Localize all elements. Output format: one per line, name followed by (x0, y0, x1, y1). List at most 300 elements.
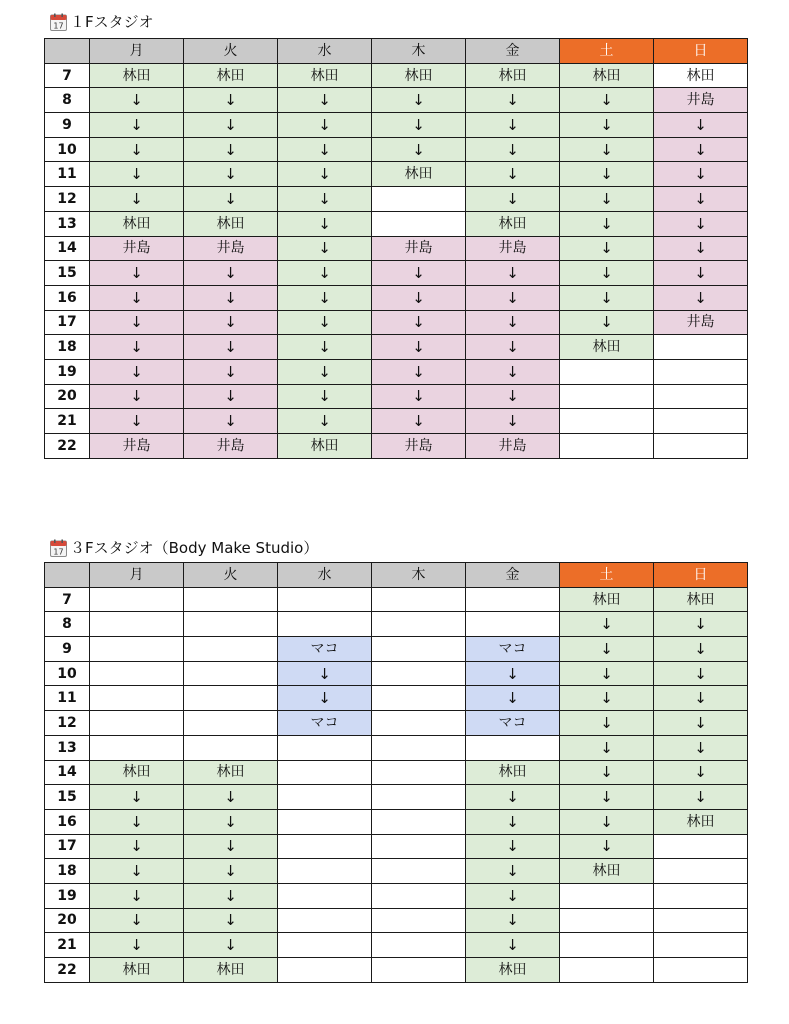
hour-label: 18 (45, 335, 90, 360)
schedule-cell: ↓ (466, 686, 560, 711)
schedule-cell (560, 958, 654, 983)
schedule-cell (278, 735, 372, 760)
schedule-cell: ↓ (560, 637, 654, 662)
schedule-cell (184, 686, 278, 711)
hour-label: 11 (45, 162, 90, 187)
schedule-cell: 林田 (560, 859, 654, 884)
schedule-cell: 林田 (90, 211, 184, 236)
schedule-cell: ↓ (184, 88, 278, 113)
table-row (45, 809, 748, 834)
schedule-cell (372, 958, 466, 983)
schedule-cell: ↓ (278, 335, 372, 360)
schedule-cell: ↓ (466, 384, 560, 409)
schedule-cell: ↓ (466, 310, 560, 335)
hour-label: 12 (45, 187, 90, 212)
calendar-icon (50, 13, 67, 31)
schedule-cell: ↓ (654, 686, 748, 711)
schedule-cell: ↓ (560, 261, 654, 286)
schedule-cell (372, 809, 466, 834)
schedule-cell (560, 409, 654, 434)
schedule-cell (560, 933, 654, 958)
schedule-cell: ↓ (278, 187, 372, 212)
hour-label: 22 (45, 434, 90, 459)
hour-label: 16 (45, 809, 90, 834)
table-row (45, 113, 748, 138)
schedule-cell (278, 834, 372, 859)
schedule-cell (654, 883, 748, 908)
schedule-cell: ↓ (466, 908, 560, 933)
schedule-cell: 林田 (654, 809, 748, 834)
schedule-cell: 林田 (466, 958, 560, 983)
hour-label: 9 (45, 637, 90, 662)
hour-label: 19 (45, 883, 90, 908)
schedule-cell (90, 612, 184, 637)
schedule-cell: 井島 (372, 434, 466, 459)
hour-label: 18 (45, 859, 90, 884)
schedule-cell: ↓ (560, 162, 654, 187)
hour-label: 15 (45, 261, 90, 286)
hour-label: 20 (45, 908, 90, 933)
schedule-cell (90, 661, 184, 686)
schedule-cell: ↓ (278, 686, 372, 711)
schedule-cell: ↓ (466, 187, 560, 212)
schedule-cell: ↓ (184, 261, 278, 286)
hour-label: 9 (45, 113, 90, 138)
schedule-cell: ↓ (560, 285, 654, 310)
schedule-cell: ↓ (372, 384, 466, 409)
studio-3f-title (50, 537, 318, 559)
schedule-cell (278, 760, 372, 785)
schedule-cell: ↓ (90, 359, 184, 384)
studio-1f-title (50, 11, 154, 33)
schedule-cell (466, 612, 560, 637)
schedule-cell: ↓ (184, 809, 278, 834)
schedule-cell: ↓ (90, 88, 184, 113)
hour-label: 10 (45, 661, 90, 686)
schedule-cell: ↓ (372, 335, 466, 360)
hour-label: 11 (45, 686, 90, 711)
schedule-cell (184, 637, 278, 662)
schedule-cell: ↓ (278, 285, 372, 310)
table-row (45, 933, 748, 958)
schedule-cell: ↓ (560, 735, 654, 760)
schedule-cell: ↓ (372, 113, 466, 138)
schedule-cell (184, 612, 278, 637)
table-row (45, 384, 748, 409)
schedule-cell (654, 908, 748, 933)
schedule-cell: ↓ (466, 88, 560, 113)
schedule-cell: ↓ (466, 285, 560, 310)
hour-label: 8 (45, 612, 90, 637)
hour-label: 17 (45, 310, 90, 335)
schedule-cell (278, 958, 372, 983)
schedule-cell: ↓ (654, 187, 748, 212)
schedule-cell: ↓ (90, 137, 184, 162)
schedule-cell: ↓ (90, 261, 184, 286)
table-row (45, 434, 748, 459)
hour-label: 17 (45, 834, 90, 859)
table-row (45, 908, 748, 933)
schedule-cell: ↓ (278, 137, 372, 162)
schedule-cell: ↓ (184, 162, 278, 187)
schedule-cell: ↓ (90, 409, 184, 434)
schedule-cell: ↓ (466, 785, 560, 810)
day-header-sun: 日 (654, 563, 748, 588)
schedule-cell: ↓ (654, 735, 748, 760)
schedule-cell: 林田 (184, 958, 278, 983)
schedule-cell: ↓ (90, 933, 184, 958)
schedule-cell: ↓ (184, 285, 278, 310)
schedule-cell: ↓ (278, 162, 372, 187)
schedule-cell: ↓ (278, 310, 372, 335)
schedule-cell (560, 908, 654, 933)
schedule-cell: ↓ (184, 933, 278, 958)
schedule-cell: 井島 (466, 434, 560, 459)
schedule-cell: ↓ (372, 359, 466, 384)
schedule-cell: ↓ (184, 883, 278, 908)
schedule-cell: ↓ (184, 137, 278, 162)
schedule-cell: 林田 (560, 63, 654, 88)
table-row (45, 785, 748, 810)
table-row (45, 137, 748, 162)
hour-label: 7 (45, 63, 90, 88)
header-row (45, 563, 748, 588)
schedule-cell: ↓ (654, 137, 748, 162)
schedule-cell: ↓ (372, 261, 466, 286)
schedule-cell (560, 384, 654, 409)
schedule-cell (466, 587, 560, 612)
day-header-thu: 木 (372, 563, 466, 588)
schedule-cell: ↓ (560, 760, 654, 785)
schedule-cell: ↓ (90, 809, 184, 834)
table-row (45, 409, 748, 434)
schedule-cell: ↓ (90, 785, 184, 810)
schedule-cell (372, 933, 466, 958)
table-row (45, 735, 748, 760)
day-header-tue: 火 (184, 563, 278, 588)
schedule-cell: ↓ (278, 211, 372, 236)
schedule-cell (372, 735, 466, 760)
table-row (45, 211, 748, 236)
schedule-cell (90, 587, 184, 612)
hour-label: 21 (45, 933, 90, 958)
schedule-cell: ↓ (90, 384, 184, 409)
schedule-cell: ↓ (560, 310, 654, 335)
hour-label: 14 (45, 236, 90, 261)
schedule-cell (184, 661, 278, 686)
schedule-cell (184, 735, 278, 760)
hour-label: 12 (45, 711, 90, 736)
table-row (45, 637, 748, 662)
schedule-cell (90, 711, 184, 736)
day-header-sun: 日 (654, 39, 748, 64)
schedule-cell: ↓ (278, 661, 372, 686)
schedule-cell (278, 883, 372, 908)
schedule-cell: ↓ (560, 236, 654, 261)
schedule-cell: ↓ (184, 359, 278, 384)
schedule-cell: 林田 (184, 211, 278, 236)
calendar-icon (50, 539, 67, 557)
day-header-mon: 月 (90, 39, 184, 64)
schedule-cell (372, 883, 466, 908)
schedule-cell (372, 612, 466, 637)
schedule-cell: マコ (466, 637, 560, 662)
studio-1f-title-text: １Fスタジオ (70, 13, 154, 31)
table-row (45, 187, 748, 212)
schedule-cell: ↓ (560, 187, 654, 212)
schedule-cell (372, 187, 466, 212)
schedule-cell: ↓ (654, 785, 748, 810)
schedule-cell: ↓ (466, 834, 560, 859)
schedule-cell (278, 859, 372, 884)
schedule-cell: ↓ (90, 908, 184, 933)
schedule-cell: ↓ (184, 859, 278, 884)
schedule-cell: ↓ (466, 809, 560, 834)
hour-label: 22 (45, 958, 90, 983)
schedule-cell (90, 637, 184, 662)
schedule-cell: 林田 (278, 63, 372, 88)
schedule-cell: ↓ (278, 359, 372, 384)
schedule-cell: 林田 (654, 63, 748, 88)
schedule-cell: ↓ (466, 883, 560, 908)
schedule-cell (654, 834, 748, 859)
schedule-cell: マコ (466, 711, 560, 736)
schedule-cell (372, 908, 466, 933)
table-row (45, 883, 748, 908)
schedule-cell (466, 735, 560, 760)
schedule-cell: ↓ (90, 162, 184, 187)
schedule-cell: ↓ (90, 187, 184, 212)
schedule-cell: ↓ (372, 285, 466, 310)
svg-text:17: 17 (53, 21, 64, 31)
schedule-cell: ↓ (90, 859, 184, 884)
schedule-cell: 井島 (184, 434, 278, 459)
day-header-wed: 水 (278, 39, 372, 64)
schedule-cell: ↓ (654, 236, 748, 261)
schedule-cell: ↓ (466, 933, 560, 958)
schedule-cell: ↓ (654, 285, 748, 310)
schedule-cell (654, 335, 748, 360)
schedule-cell: マコ (278, 711, 372, 736)
svg-text:17: 17 (53, 547, 64, 557)
table-row (45, 686, 748, 711)
schedule-cell (278, 785, 372, 810)
schedule-cell: ↓ (466, 162, 560, 187)
schedule-cell: ↓ (372, 137, 466, 162)
table-row (45, 335, 748, 360)
table-row (45, 958, 748, 983)
schedule-cell: 井島 (372, 236, 466, 261)
table-row (45, 612, 748, 637)
day-header-wed: 水 (278, 563, 372, 588)
schedule-cell (654, 859, 748, 884)
table-row (45, 162, 748, 187)
table-row (45, 285, 748, 310)
table-row (45, 63, 748, 88)
schedule-cell: 林田 (560, 335, 654, 360)
day-header-thu: 木 (372, 39, 466, 64)
schedule-cell: 林田 (372, 162, 466, 187)
schedule-cell: ↓ (90, 285, 184, 310)
table-row (45, 310, 748, 335)
schedule-cell: 井島 (90, 434, 184, 459)
schedule-cell: ↓ (278, 113, 372, 138)
schedule-cell: ↓ (278, 261, 372, 286)
hour-label: 10 (45, 137, 90, 162)
schedule-cell: ↓ (184, 310, 278, 335)
schedule-cell (372, 587, 466, 612)
studio-1f-schedule-table (44, 38, 748, 459)
schedule-cell: ↓ (90, 310, 184, 335)
schedule-cell (372, 760, 466, 785)
schedule-cell: ↓ (560, 785, 654, 810)
schedule-cell: 林田 (90, 958, 184, 983)
schedule-cell: 林田 (466, 63, 560, 88)
schedule-cell: マコ (278, 637, 372, 662)
header-row (45, 39, 748, 64)
schedule-cell: ↓ (654, 711, 748, 736)
table-row (45, 261, 748, 286)
schedule-cell: ↓ (90, 883, 184, 908)
schedule-cell: 井島 (90, 236, 184, 261)
schedule-cell: ↓ (184, 384, 278, 409)
table-row (45, 236, 748, 261)
schedule-cell: 林田 (654, 587, 748, 612)
schedule-cell: 林田 (278, 434, 372, 459)
schedule-cell (654, 384, 748, 409)
schedule-cell: ↓ (90, 113, 184, 138)
schedule-cell (278, 587, 372, 612)
schedule-cell: ↓ (654, 661, 748, 686)
hour-label: 7 (45, 587, 90, 612)
schedule-cell: 林田 (184, 63, 278, 88)
hour-label: 20 (45, 384, 90, 409)
schedule-cell (372, 834, 466, 859)
table-row (45, 834, 748, 859)
hour-label: 16 (45, 285, 90, 310)
schedule-cell: ↓ (278, 384, 372, 409)
schedule-cell: ↓ (560, 113, 654, 138)
schedule-cell (654, 958, 748, 983)
schedule-cell: 林田 (90, 63, 184, 88)
schedule-cell (372, 711, 466, 736)
schedule-cell: ↓ (372, 88, 466, 113)
hour-label: 13 (45, 211, 90, 236)
schedule-cell: ↓ (654, 211, 748, 236)
hour-label: 13 (45, 735, 90, 760)
schedule-cell: ↓ (466, 859, 560, 884)
schedule-cell (654, 409, 748, 434)
studio-3f-schedule-table (44, 562, 748, 983)
schedule-cell (372, 686, 466, 711)
table-row (45, 711, 748, 736)
day-header-sat: 土 (560, 563, 654, 588)
schedule-cell: ↓ (560, 686, 654, 711)
schedule-cell (184, 587, 278, 612)
schedule-cell (372, 785, 466, 810)
studio-3f-title-text: ３Fスタジオ（Body Make Studio） (70, 539, 319, 557)
schedule-cell (372, 637, 466, 662)
day-header-mon: 月 (90, 563, 184, 588)
schedule-cell (184, 711, 278, 736)
header-corner (45, 563, 90, 588)
day-header-fri: 金 (466, 563, 560, 588)
schedule-cell: 林田 (560, 587, 654, 612)
schedule-cell: ↓ (654, 760, 748, 785)
hour-label: 15 (45, 785, 90, 810)
schedule-cell: ↓ (90, 834, 184, 859)
schedule-cell (560, 883, 654, 908)
schedule-cell: 林田 (466, 760, 560, 785)
schedule-cell: ↓ (466, 661, 560, 686)
schedule-cell: ↓ (654, 113, 748, 138)
schedule-cell: ↓ (278, 88, 372, 113)
schedule-cell (654, 434, 748, 459)
schedule-cell: ↓ (184, 834, 278, 859)
table-row (45, 359, 748, 384)
schedule-cell: 井島 (654, 88, 748, 113)
schedule-cell: ↓ (560, 711, 654, 736)
schedule-cell (654, 359, 748, 384)
schedule-cell (372, 661, 466, 686)
schedule-cell: ↓ (560, 137, 654, 162)
schedule-cell: ↓ (560, 834, 654, 859)
schedule-cell: 林田 (372, 63, 466, 88)
schedule-cell: ↓ (654, 612, 748, 637)
schedule-cell: ↓ (560, 661, 654, 686)
schedule-cell: 井島 (466, 236, 560, 261)
schedule-cell (654, 933, 748, 958)
schedule-cell: ↓ (654, 261, 748, 286)
schedule-cell: ↓ (466, 137, 560, 162)
schedule-cell (278, 908, 372, 933)
schedule-cell: 井島 (654, 310, 748, 335)
schedule-cell: 林田 (184, 760, 278, 785)
schedule-cell (278, 809, 372, 834)
schedule-cell: ↓ (466, 261, 560, 286)
schedule-cell: ↓ (278, 236, 372, 261)
table-row (45, 760, 748, 785)
schedule-cell: 林田 (90, 760, 184, 785)
schedule-cell: ↓ (560, 88, 654, 113)
schedule-cell (90, 735, 184, 760)
schedule-cell: ↓ (278, 409, 372, 434)
hour-label: 14 (45, 760, 90, 785)
schedule-cell (278, 612, 372, 637)
schedule-cell (90, 686, 184, 711)
schedule-cell: ↓ (654, 162, 748, 187)
schedule-cell (278, 933, 372, 958)
schedule-cell: ↓ (466, 359, 560, 384)
schedule-cell: 林田 (466, 211, 560, 236)
schedule-cell: ↓ (466, 113, 560, 138)
day-header-sat: 土 (560, 39, 654, 64)
schedule-cell: ↓ (654, 637, 748, 662)
table-row (45, 587, 748, 612)
schedule-cell: ↓ (184, 409, 278, 434)
schedule-cell: ↓ (184, 113, 278, 138)
header-corner (45, 39, 90, 64)
table-row (45, 661, 748, 686)
hour-label: 19 (45, 359, 90, 384)
schedule-cell (372, 859, 466, 884)
schedule-cell (372, 211, 466, 236)
schedule-cell: ↓ (560, 211, 654, 236)
schedule-cell: ↓ (184, 908, 278, 933)
schedule-cell: ↓ (372, 409, 466, 434)
schedule-cell (560, 434, 654, 459)
schedule-cell (560, 359, 654, 384)
